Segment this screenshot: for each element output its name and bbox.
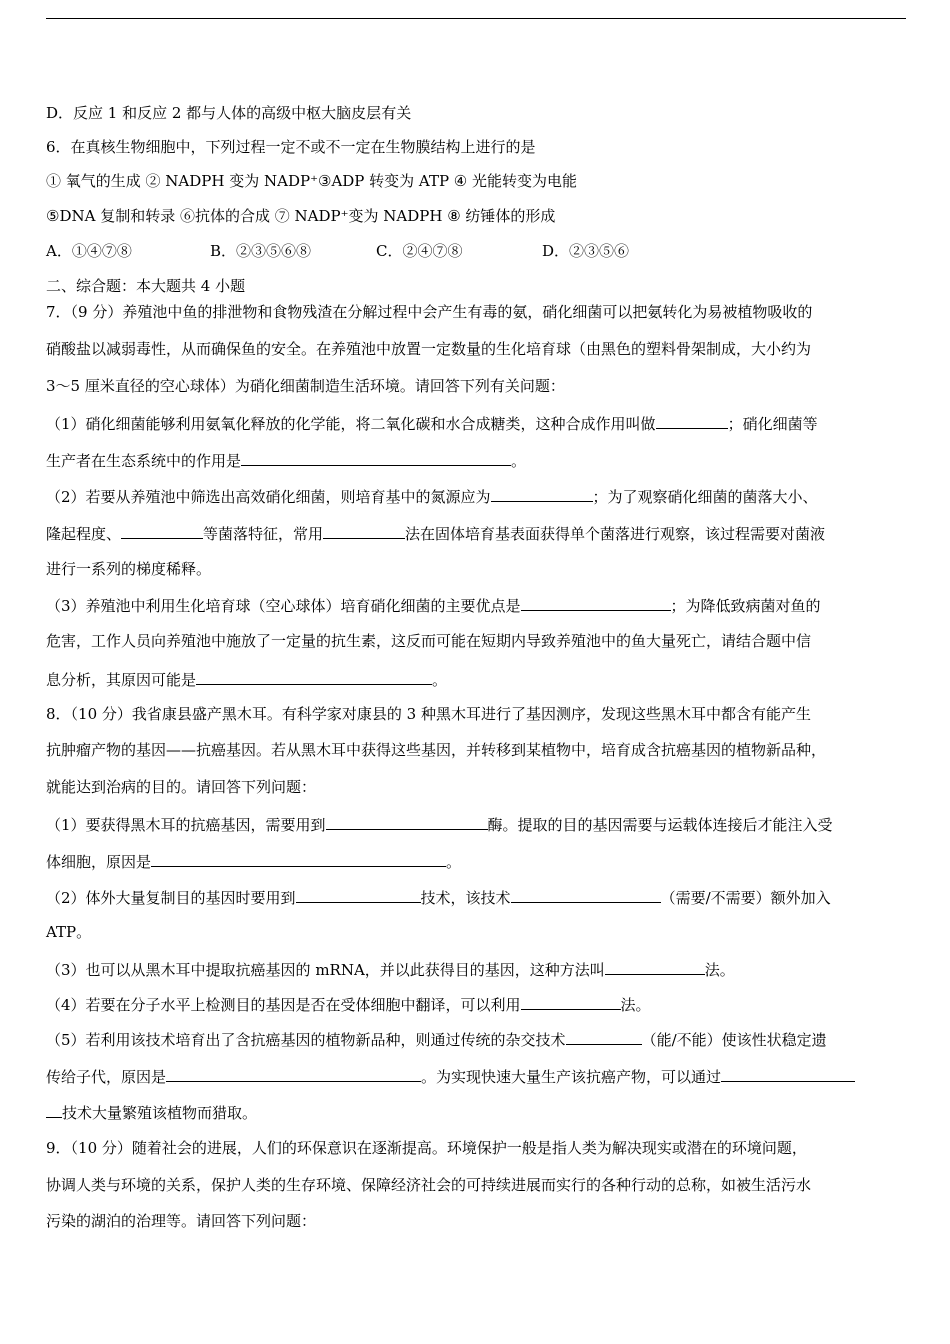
question-8-part-1 <box>46 814 833 835</box>
q7-p3-text-3: 息分析，其原因可能是 <box>46 671 197 689</box>
question-7-part-2 <box>46 486 818 507</box>
q8-p3-text: （3）也可以从黑木耳中提取抗癌基因的 mRNA，并以此获得目的基因，这种方法叫 <box>46 961 605 979</box>
answer-blank[interactable] <box>151 851 446 867</box>
q8-p5-text-4: 。为实现快速大量生产该抗癌产物，可以通过 <box>421 1068 722 1086</box>
question-6-items-1: ① 氧气的生成 ② NADPH 变为 NADP⁺③ADP 转变为 ATP ④ 光能转变为电能 <box>46 172 578 190</box>
question-7-line-3: 3～5 厘米直径的空心球体）为硝化细菌制造生活环境。请回答下列有关问题： <box>46 377 565 395</box>
answer-blank[interactable] <box>566 1029 642 1045</box>
question-7-part-1 <box>46 413 818 434</box>
q7-p2-text-5: 法在固体培育基表面获得单个菌落进行观察，该过程需要对菌液 <box>405 525 826 543</box>
q7-p3-text-2: ；为降低致病菌对鱼的 <box>670 597 821 615</box>
answer-blank[interactable] <box>491 486 593 502</box>
question-8-part-4 <box>46 994 651 1015</box>
option-b: B．②③⑤⑥⑧ <box>210 242 312 260</box>
answer-blank[interactable] <box>521 595 671 611</box>
question-8-line-1: 8．（10 分）我省康县盛产黑木耳。有科学家对康县的 3 种黑木耳进行了基因测序，发现这些黑木耳中都含有能产生 <box>46 705 811 723</box>
q8-p4-text-2: 法。 <box>620 996 651 1014</box>
option-c: C．②④⑦⑧ <box>376 242 463 260</box>
question-7-part-1-cont <box>46 450 526 471</box>
option-d-line: D．反应 1 和反应 2 都与人体的高级中枢大脑皮层有关 <box>46 104 412 122</box>
q8-p1-text-3: 体细胞，原因是 <box>46 853 152 871</box>
answer-blank[interactable] <box>511 887 661 903</box>
q8-p5-text-5: 技术大量繁殖该植物而猎取。 <box>62 1104 258 1122</box>
question-7-line-1: 7．（9 分）养殖池中鱼的排泄物和食物残渣在分解过程中会产生有毒的氨，硝化细菌可以把氨转化为易被植物吸收的 <box>46 303 813 321</box>
q7-p2-text-3: 隆起程度、 <box>46 525 122 543</box>
question-8-line-3: 就能达到治病的目的。请回答下列问题： <box>46 778 317 796</box>
header-rule <box>46 18 906 19</box>
answer-blank[interactable] <box>605 959 705 975</box>
q8-p1-text-2: 酶。提取的目的基因需要与运载体连接后才能注入受 <box>487 816 833 834</box>
q7-p1-text-3: 生产者在生态系统中的作用是 <box>46 452 242 470</box>
question-9-line-2: 协调人类与环境的关系，保护人类的生存环境、保障经济社会的可持续进展而实行的各种行动的总称，如被生活污水 <box>46 1176 812 1194</box>
q7-p1-text: （1）硝化细菌能够利用氨氧化释放的化学能，将二氧化碳和水合成糖类，这种合成作用叫做 <box>46 415 656 433</box>
question-7-part-3-cont: 危害，工作人员向养殖池中施放了一定量的抗生素，这反而可能在短期内导致养殖池中的鱼大量死亡，请结合题中信 <box>46 632 812 650</box>
answer-blank[interactable] <box>656 413 728 429</box>
question-8-part-3 <box>46 959 735 980</box>
q8-p5-text-2: （能/不能）使该性状稳定遗 <box>641 1031 827 1049</box>
period: 。 <box>446 853 462 871</box>
q8-p4-text: （4）若要在分子水平上检测目的基因是否在受体细胞中翻译，可以利用 <box>46 996 521 1014</box>
question-7-part-2-end: 进行一系列的梯度稀释。 <box>46 560 212 578</box>
q7-p1-text-2: ；硝化细菌等 <box>727 415 818 433</box>
answer-blank[interactable] <box>326 814 488 830</box>
question-7-part-3 <box>46 595 821 616</box>
question-6-stem: 6．在真核生物细胞中，下列过程一定不或不一定在生物膜结构上进行的是 <box>46 138 536 156</box>
question-8-line-2: 抗肿瘤产物的基因——抗癌基因。若从黑木耳中获得这些基因，并转移到某植物中，培育成含抗癌基因的植物新品种， <box>46 741 827 759</box>
answer-blank[interactable] <box>166 1066 421 1082</box>
period: 。 <box>511 452 527 470</box>
q8-p3-text-2: 法。 <box>704 961 735 979</box>
question-8-part-5-cont <box>46 1066 855 1087</box>
answer-blank[interactable] <box>721 1066 855 1082</box>
question-8-part-5 <box>46 1029 827 1050</box>
question-9-line-3: 污染的湖泊的治理等。请回答下列问题： <box>46 1212 317 1230</box>
q8-p5-text: （5）若利用该技术培育出了含抗癌基因的植物新品种，则通过传统的杂交技术 <box>46 1031 566 1049</box>
question-9-line-1: 9．（10 分）随着社会的进展，人们的环保意识在逐渐提高。环境保护一般是指人类为解决现实或潜在的环境问题， <box>46 1139 807 1157</box>
question-6-options <box>46 242 629 261</box>
q7-p2-text-4: 等菌落特征，常用 <box>203 525 324 543</box>
q7-p2-text: （2）若要从养殖池中筛选出高效硝化细菌，则培育基中的氮源应为 <box>46 488 491 506</box>
answer-blank[interactable] <box>296 887 421 903</box>
q8-p2-text-3: （需要/不需要）额外加入 <box>660 889 831 907</box>
question-7-part-3-end <box>46 669 447 690</box>
question-7-part-2-cont <box>46 523 825 544</box>
q7-p3-text: （3）养殖池中利用生化培育球（空心球体）培育硝化细菌的主要优点是 <box>46 597 521 615</box>
question-7-line-2: 硝酸盐以减弱毒性，从而确保鱼的安全。在养殖池中放置一定数量的生化培育球（由黑色的塑料骨架制成，大小约为 <box>46 340 812 358</box>
question-8-part-2 <box>46 887 831 908</box>
q8-p1-text: （1）要获得黑木耳的抗癌基因，需要用到 <box>46 816 326 834</box>
answer-blank[interactable] <box>241 450 511 466</box>
question-6-items-2: ⑤DNA 复制和转录 ⑥抗体的合成 ⑦ NADP⁺变为 NADPH ⑧ 纺锤体的形成 <box>46 207 556 225</box>
question-8-part-2-end: ATP。 <box>46 923 92 941</box>
answer-blank[interactable] <box>121 523 203 539</box>
q8-p2-text-2: 技术，该技术 <box>420 889 511 907</box>
question-8-part-1-cont <box>46 851 461 872</box>
question-8-part-5-end <box>46 1102 257 1123</box>
answer-blank[interactable] <box>196 669 432 685</box>
q8-p5-text-3: 传给子代，原因是 <box>46 1068 167 1086</box>
period: 。 <box>432 671 448 689</box>
option-a: A．①④⑦⑧ <box>46 242 132 260</box>
section-heading: 二、综合题：本大题共 4 小题 <box>46 277 246 295</box>
answer-blank[interactable] <box>46 1102 62 1118</box>
q8-p2-text: （2）体外大量复制目的基因时要用到 <box>46 889 296 907</box>
answer-blank[interactable] <box>323 523 405 539</box>
answer-blank[interactable] <box>521 994 621 1010</box>
q7-p2-text-2: ；为了观察硝化细菌的菌落大小、 <box>592 488 818 506</box>
option-d: D．②③⑤⑥ <box>542 242 630 260</box>
